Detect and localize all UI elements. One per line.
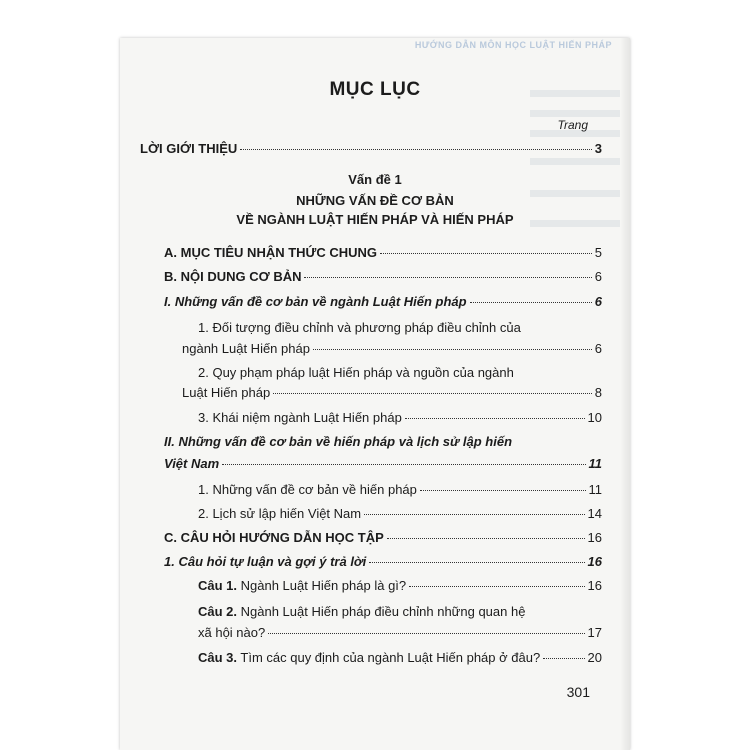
toc-entry-label: 1. Những vấn đề cơ bản về hiến pháp	[198, 482, 417, 497]
toc-entry-label: 2. Lịch sử lập hiến Việt Nam	[198, 506, 362, 521]
running-head: HƯỚNG DẪN MÔN HỌC LUẬT HIẾN PHÁP	[414, 40, 612, 50]
toc-entry-question-1[interactable]	[198, 578, 602, 594]
toc-entry-part-2-line1[interactable]: II. Những vấn đề cơ bản về hiến pháp và lịch sử lập hiến	[164, 434, 513, 449]
chapter-title-line1: NHỮNG VẤN ĐỀ CƠ BẢN	[296, 193, 454, 208]
question-number: Câu 3.	[198, 650, 238, 665]
toc-entry-item-2-1[interactable]	[198, 482, 602, 498]
toc-page-number: 16	[587, 578, 602, 593]
book-page	[120, 38, 630, 750]
toc-entry-question-2[interactable]	[198, 625, 602, 641]
toc-entry-intro[interactable]	[140, 141, 602, 157]
dot-leader	[380, 253, 592, 254]
toc-entry-part-c1[interactable]	[164, 554, 602, 570]
show-through-line	[530, 158, 620, 165]
question-number: Câu 1.	[198, 578, 238, 593]
question-text: Ngành Luật Hiến pháp là gì?	[237, 578, 407, 593]
page-title: MỤC LỤC	[329, 79, 421, 100]
toc-page-number: 17	[587, 625, 602, 640]
toc-entry-label: I. Những vấn đề cơ bản về ngành Luật Hiến pháp	[164, 294, 467, 309]
toc-entry-label: Luật Hiến pháp	[182, 385, 271, 400]
chapter-number: Vấn đề 1	[348, 172, 402, 187]
toc-page-number: 20	[587, 650, 602, 665]
toc-entry-part-2[interactable]	[164, 456, 602, 472]
toc-page-number: 5	[594, 245, 602, 260]
toc-page-number: 10	[587, 410, 602, 425]
toc-page-number: 11	[588, 482, 602, 497]
toc-entry-item-2-2[interactable]	[198, 506, 602, 522]
question-text: Tìm các quy định của ngành Luật Hiến pháp ở đâu?	[237, 650, 541, 665]
dot-leader	[313, 349, 592, 350]
toc-entry-section-c[interactable]	[164, 530, 602, 546]
dot-leader	[470, 302, 592, 303]
dot-leader	[268, 633, 584, 634]
toc-entry-label: C. CÂU HỎI HƯỚNG DẪN HỌC TẬP	[164, 530, 384, 545]
toc-entry-label: xã hội nào?	[198, 625, 266, 640]
dot-leader	[364, 514, 584, 515]
dot-leader	[405, 418, 585, 419]
dot-leader	[304, 277, 591, 278]
show-through-line	[530, 110, 620, 117]
toc-page-number: 6	[594, 341, 602, 356]
dot-leader	[409, 586, 584, 587]
toc-entry-question-2-line1[interactable]	[198, 604, 525, 620]
toc-page-number: 16	[587, 530, 602, 545]
dot-leader	[240, 149, 591, 150]
page-edge-shadow	[620, 38, 630, 750]
chapter-title-line2: VỀ NGÀNH LUẬT HIẾN PHÁP VÀ HIẾN PHÁP	[236, 212, 514, 227]
toc-entry-label: ngành Luật Hiến pháp	[182, 341, 310, 356]
toc-page-number: 3	[594, 141, 602, 156]
toc-page-number: 16	[587, 554, 602, 569]
dot-leader	[273, 393, 592, 394]
toc-page-number: 6	[594, 269, 602, 284]
dot-leader	[222, 464, 585, 465]
toc-entry-label: 3. Khái niệm ngành Luật Hiến pháp	[198, 410, 402, 425]
toc-entry-section-a[interactable]	[164, 245, 602, 261]
toc-entry-question-3[interactable]	[198, 650, 602, 666]
toc-entry-part-1[interactable]	[164, 294, 602, 310]
toc-entry-item-1-2-line1[interactable]: 2. Quy phạm pháp luật Hiến pháp và nguồn của ngành	[198, 365, 514, 380]
dot-leader	[420, 490, 586, 491]
toc-entry-item-1-3[interactable]	[198, 410, 602, 426]
toc-entry-item-1-1[interactable]	[182, 341, 602, 357]
dot-leader	[369, 562, 584, 563]
toc-page-number: 11	[588, 456, 602, 471]
toc-entry-section-b[interactable]	[164, 269, 602, 285]
toc-page-number: 14	[587, 506, 602, 521]
toc-entry-label: LỜI GIỚI THIỆU	[140, 141, 238, 156]
toc-entry-label: A. MỤC TIÊU NHẬN THỨC CHUNG	[164, 245, 377, 260]
toc-entry-item-1-1-line1[interactable]: 1. Đối tượng điều chỉnh và phương pháp điều chỉnh của	[198, 320, 521, 335]
toc-entry-label: B. NỘI DUNG CƠ BẢN	[164, 269, 302, 284]
dot-leader	[543, 658, 584, 659]
toc-page-number: 6	[594, 294, 602, 309]
page-column-label: Trang	[557, 118, 588, 132]
question-number: Câu 2.	[198, 604, 238, 619]
toc-entry-item-1-2[interactable]	[182, 385, 602, 401]
dot-leader	[387, 538, 585, 539]
toc-entry-label: 1. Câu hỏi tự luận và gợi ý trả lời	[164, 554, 367, 569]
toc-entry-label: Việt Nam	[164, 456, 220, 471]
question-text: Ngành Luật Hiến pháp điều chỉnh những quan hệ	[237, 604, 526, 619]
page-number: 301	[566, 684, 590, 700]
toc-page-number: 8	[594, 385, 602, 400]
